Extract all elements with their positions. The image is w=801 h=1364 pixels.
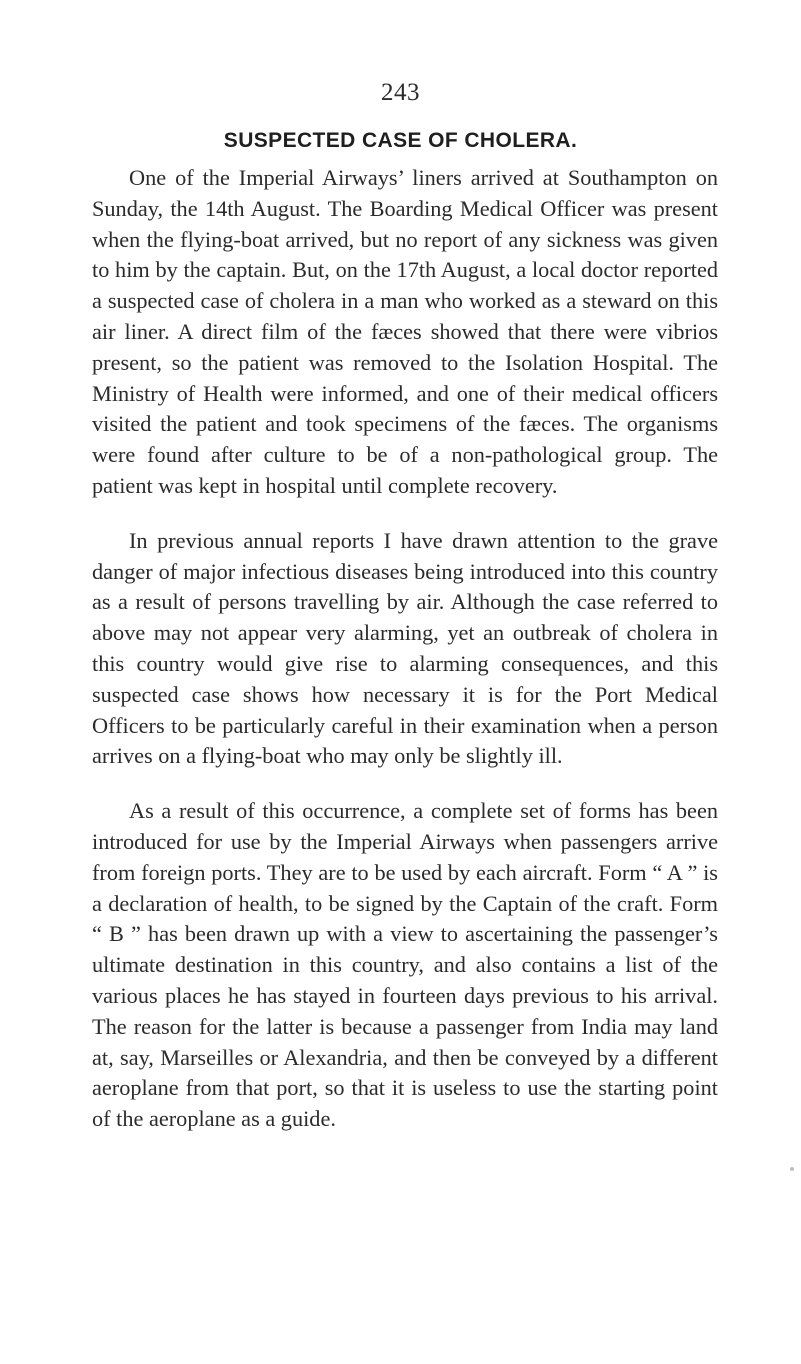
body-text bbox=[92, 163, 718, 1135]
section-heading: SUSPECTED CASE OF CHOLERA. bbox=[223, 129, 578, 152]
page-number: 243 bbox=[381, 79, 420, 106]
paragraph-2: In previous annual reports I have drawn attention to the grave danger of major infectious diseases being introduced into this country as a result of persons travelling by air. Although the case referred to above may not appear very alarming, yet an outbreak of cholera in this country would give rise to alarming consequences, and this suspected case shows how necessary it is for the Port Medical Officers to be particularly careful in their examination when a person arrives on a flying-boat who may only be slightly ill. bbox=[92, 527, 718, 769]
paragraph-1: One of the Imperial Airways’ liners arrived at Southampton on Sunday, the 14th August. The Boarding Medical Officer was present when the flying-boat arrived, but no report of any sickness was given to him by the captain. But, on the 17th August, a local doctor reported a suspected case of cholera in a man who worked as a steward on this air liner. A direct film of the fæces showed that there were vibrios present, so the patient was removed to the Isolation Hospital. The Ministry of Health were informed, and one of their medical officers visited the patient and took specimens of the fæces. The organisms were found after culture to be of a non-pathological group. The patient was kept in hospital until complete recovery. bbox=[92, 165, 718, 498]
print-speck bbox=[790, 1167, 794, 1171]
paragraph-3: As a result of this occurrence, a complete set of forms has been introduced for use by the Imperial Airways when passengers arrive from foreign ports. They are to be used by each aircraft. Form “ A ” is a declaration of health, to be signed by the Captain of the craft. Form “ B ” has been drawn up with a view to ascertaining the passenger’s ultimate destination in this country, and also contains a list of the various places he has stayed in fourteen days previous to his arrival. The reason for the latter is because a passenger from India may land at, say, Marseilles or Alexandria, and then be conveyed by a different aeroplane from that port, so that it is useless to use the starting point of the aeroplane as a guide. bbox=[92, 798, 718, 1132]
